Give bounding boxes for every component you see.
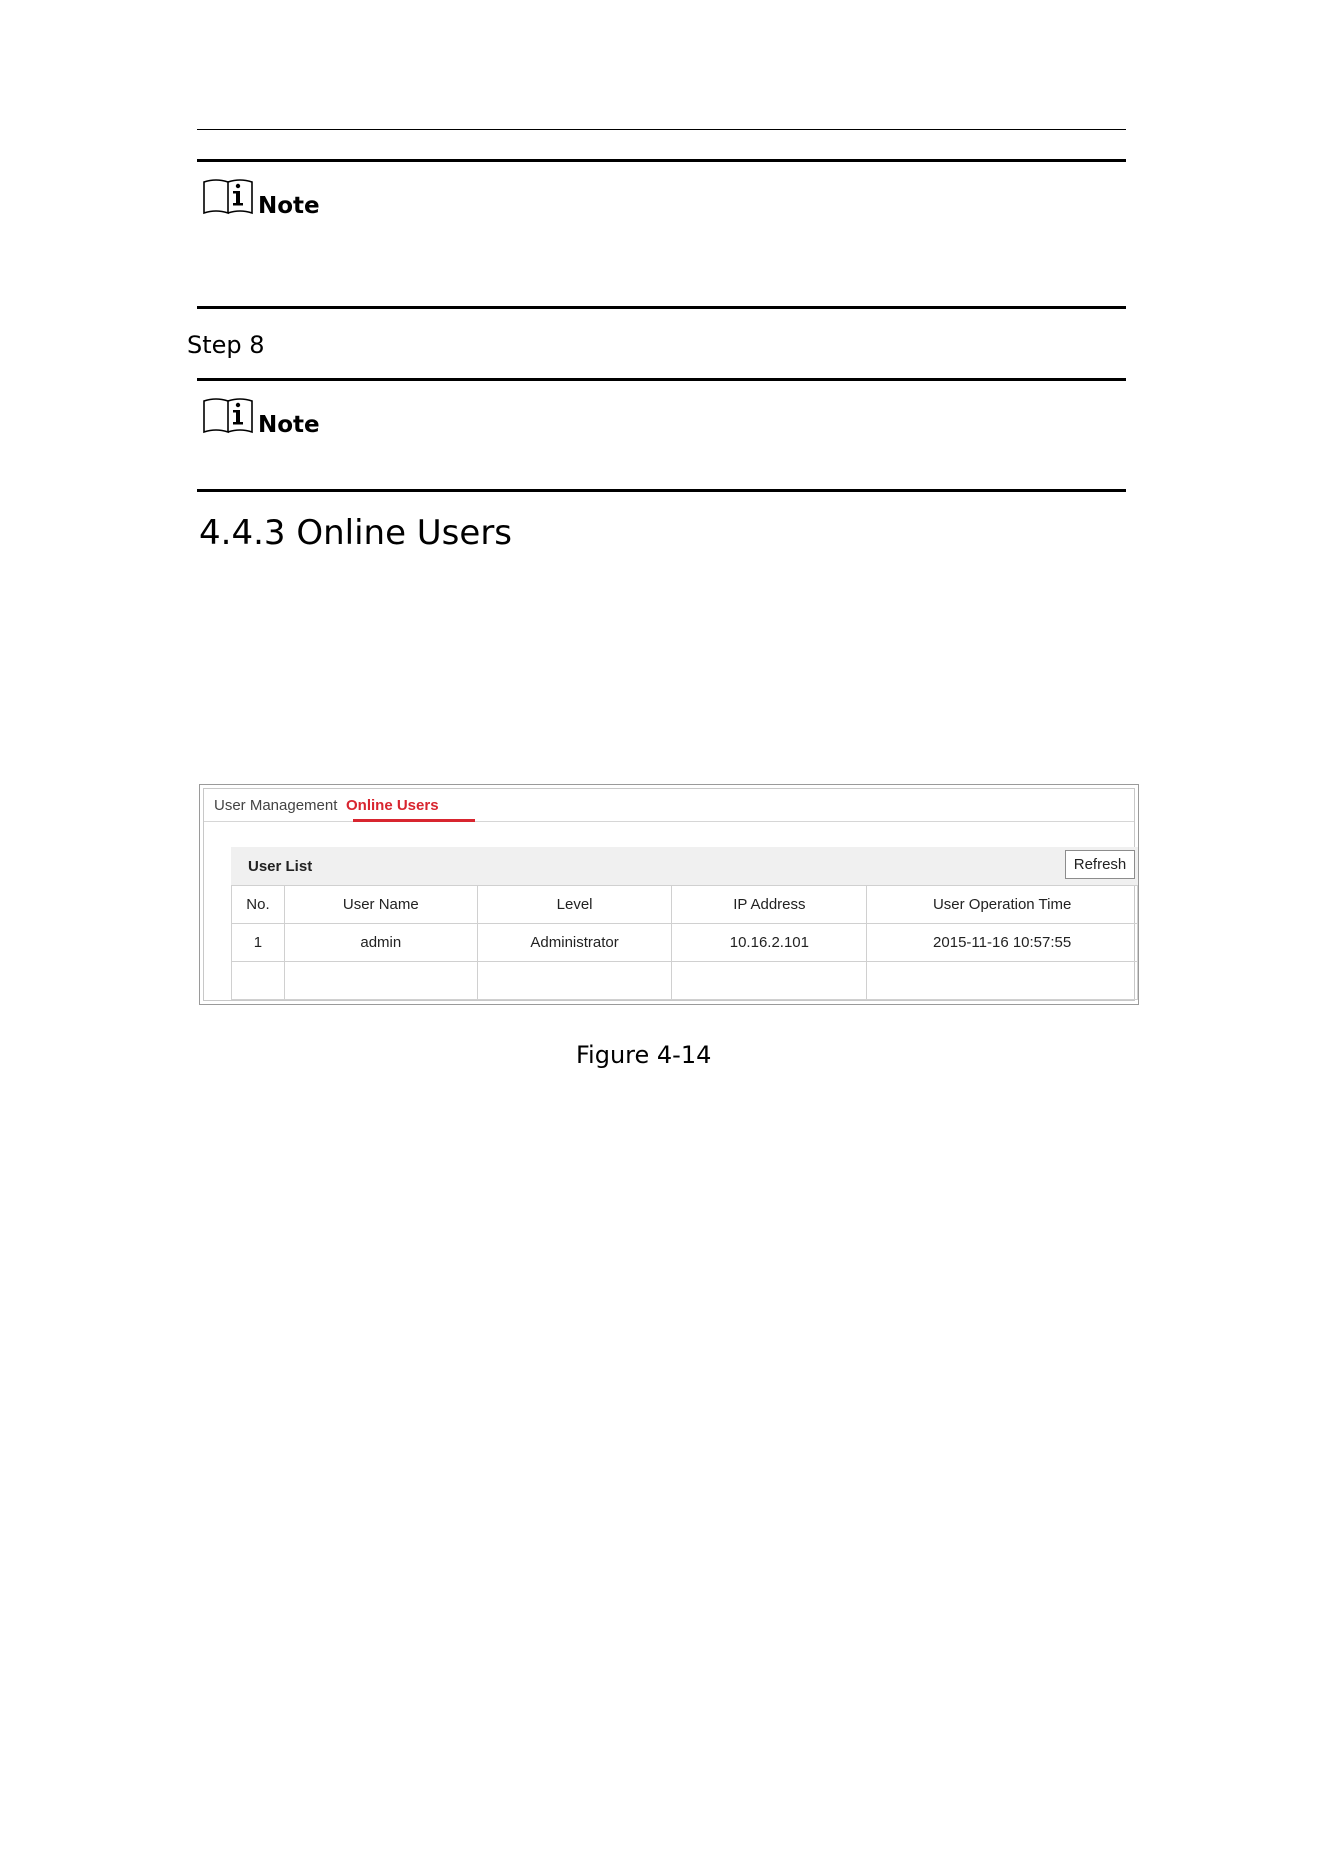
top-rule [197, 129, 1126, 130]
online-users-figure [199, 784, 1139, 1005]
figure-frame [203, 788, 1135, 1001]
note-label: Note [258, 412, 320, 438]
cell-operation-time: 2015-11-16 10:57:55 [867, 924, 1138, 962]
step-label: Step 8 [187, 331, 265, 359]
column-header-operation-time[interactable]: User Operation Time [867, 886, 1138, 924]
cell-user-name [284, 962, 477, 1000]
cell-level [477, 962, 672, 1000]
table-row [232, 962, 1138, 1000]
cell-ip-address: 10.16.2.101 [672, 924, 867, 962]
cell-no: 1 [232, 924, 285, 962]
note-book-icon [202, 395, 256, 435]
active-tab-indicator [353, 819, 475, 822]
tab-user-management[interactable]: User Management [214, 797, 338, 814]
column-header-user-name[interactable]: User Name [284, 886, 477, 924]
table-header-row [232, 886, 1138, 924]
note-book-icon [202, 176, 256, 216]
note-1-bottom-rule [197, 306, 1126, 309]
cell-level: Administrator [477, 924, 672, 962]
cell-user-name: admin [284, 924, 477, 962]
figure-caption: Figure 4-14 [576, 1041, 712, 1069]
note-1-top-rule [197, 159, 1126, 162]
note-2-bottom-rule [197, 489, 1126, 492]
column-header-level[interactable]: Level [477, 886, 672, 924]
online-users-table [231, 885, 1138, 1000]
section-heading: 4.4.3 Online Users [199, 513, 513, 553]
cell-ip-address [672, 962, 867, 1000]
table-row[interactable] [232, 924, 1138, 962]
note-1 [202, 176, 320, 219]
cell-no [232, 962, 285, 1000]
user-list-header [231, 847, 1138, 885]
tab-online-users[interactable]: Online Users [346, 797, 439, 814]
note-2-top-rule [197, 378, 1126, 381]
note-2 [202, 395, 320, 438]
user-list-title: User List [248, 858, 313, 875]
column-header-no[interactable]: No. [232, 886, 285, 924]
column-header-ip-address[interactable]: IP Address [672, 886, 867, 924]
note-label: Note [258, 193, 320, 219]
cell-operation-time [867, 962, 1138, 1000]
tab-bar [204, 789, 1134, 822]
refresh-button[interactable]: Refresh [1065, 850, 1135, 879]
